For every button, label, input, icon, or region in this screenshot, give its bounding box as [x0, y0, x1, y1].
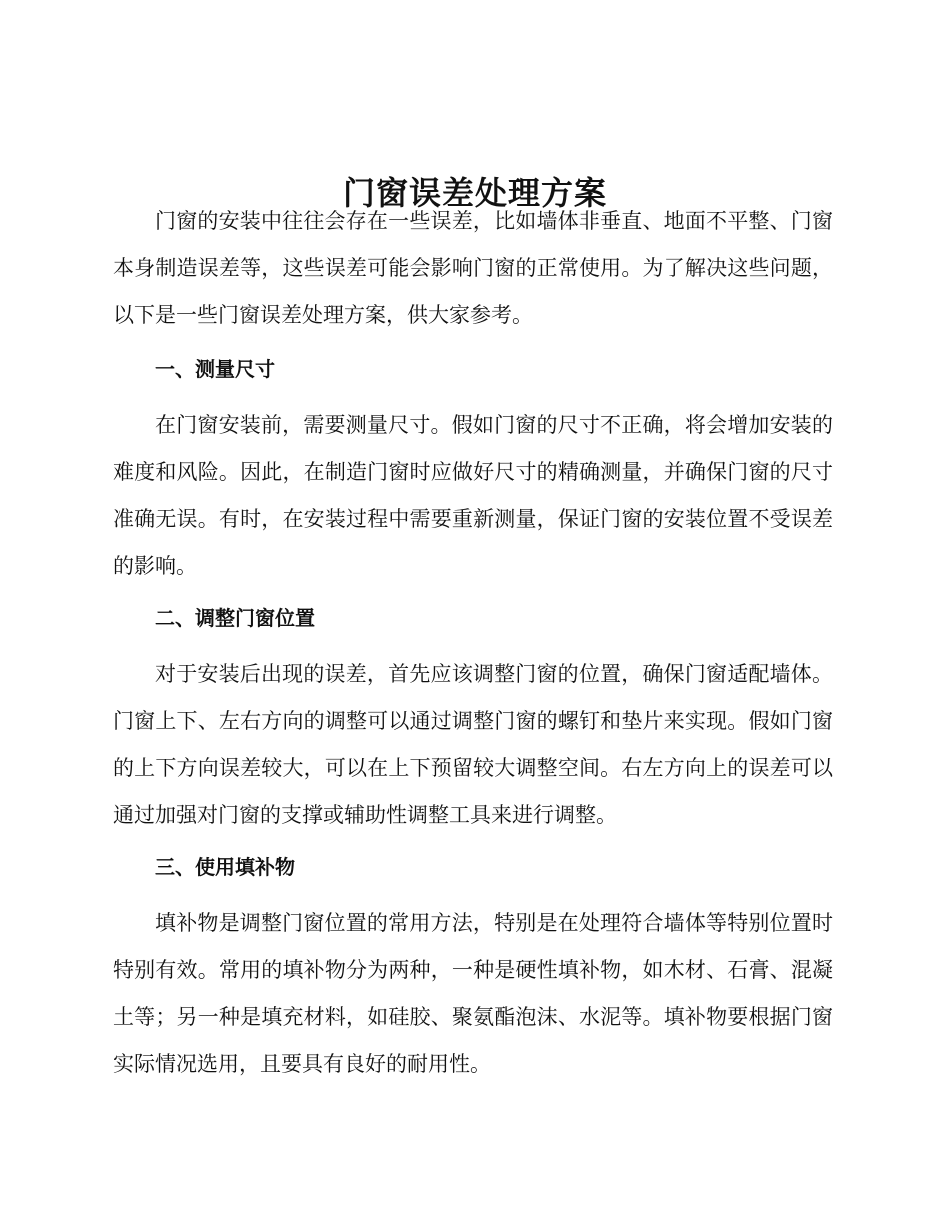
section-body-filler: 填补物是调整门窗位置的常用方法，特别是在处理符合墙体等特别位置时特别有效。常用的填补物分为两种，一种是硬性填补物，如木材、石膏、混凝土等；另一种是填充材料，如硅胶、聚氨酯泡沫、水泥等。填补物要根据门窗实际情况选用，且要具有良好的耐用性。: [113, 911, 833, 1076]
section-heading-filler: 三、使用填补物: [155, 855, 295, 879]
intro-paragraph: 门窗的安装中往往会存在一些误差，比如墙体非垂直、地面不平整、门窗本身制造误差等，这些误差可能会影响门窗的正常使用。为了解决这些问题，以下是一些门窗误差处理方案，供大家参考。: [113, 209, 833, 327]
section-heading-adjust: 二、调整门窗位置: [155, 606, 315, 630]
section-body-measure: 在门窗安装前，需要测量尺寸。假如门窗的尺寸不正确，将会增加安装的难度和风险。因此，在制造门窗时应做好尺寸的精确测量，并确保门窗的尺寸准确无误。有时，在安装过程中需要重新测量，保证门窗的安装位置不受误差的影响。: [113, 413, 833, 578]
section-heading-measure: 一、测量尺寸: [155, 357, 275, 381]
section-body-adjust: 对于安装后出现的误差，首先应该调整门窗的位置，确保门窗适配墙体。门窗上下、左右方向的调整可以通过调整门窗的螺钉和垫片来实现。假如门窗的上下方向误差较大，可以在上下预留较大调整空间。右左方向上的误差可以通过加强对门窗的支撑或辅助性调整工具来进行调整。: [113, 662, 833, 827]
page-title: 门窗误差处理方案: [342, 174, 607, 213]
